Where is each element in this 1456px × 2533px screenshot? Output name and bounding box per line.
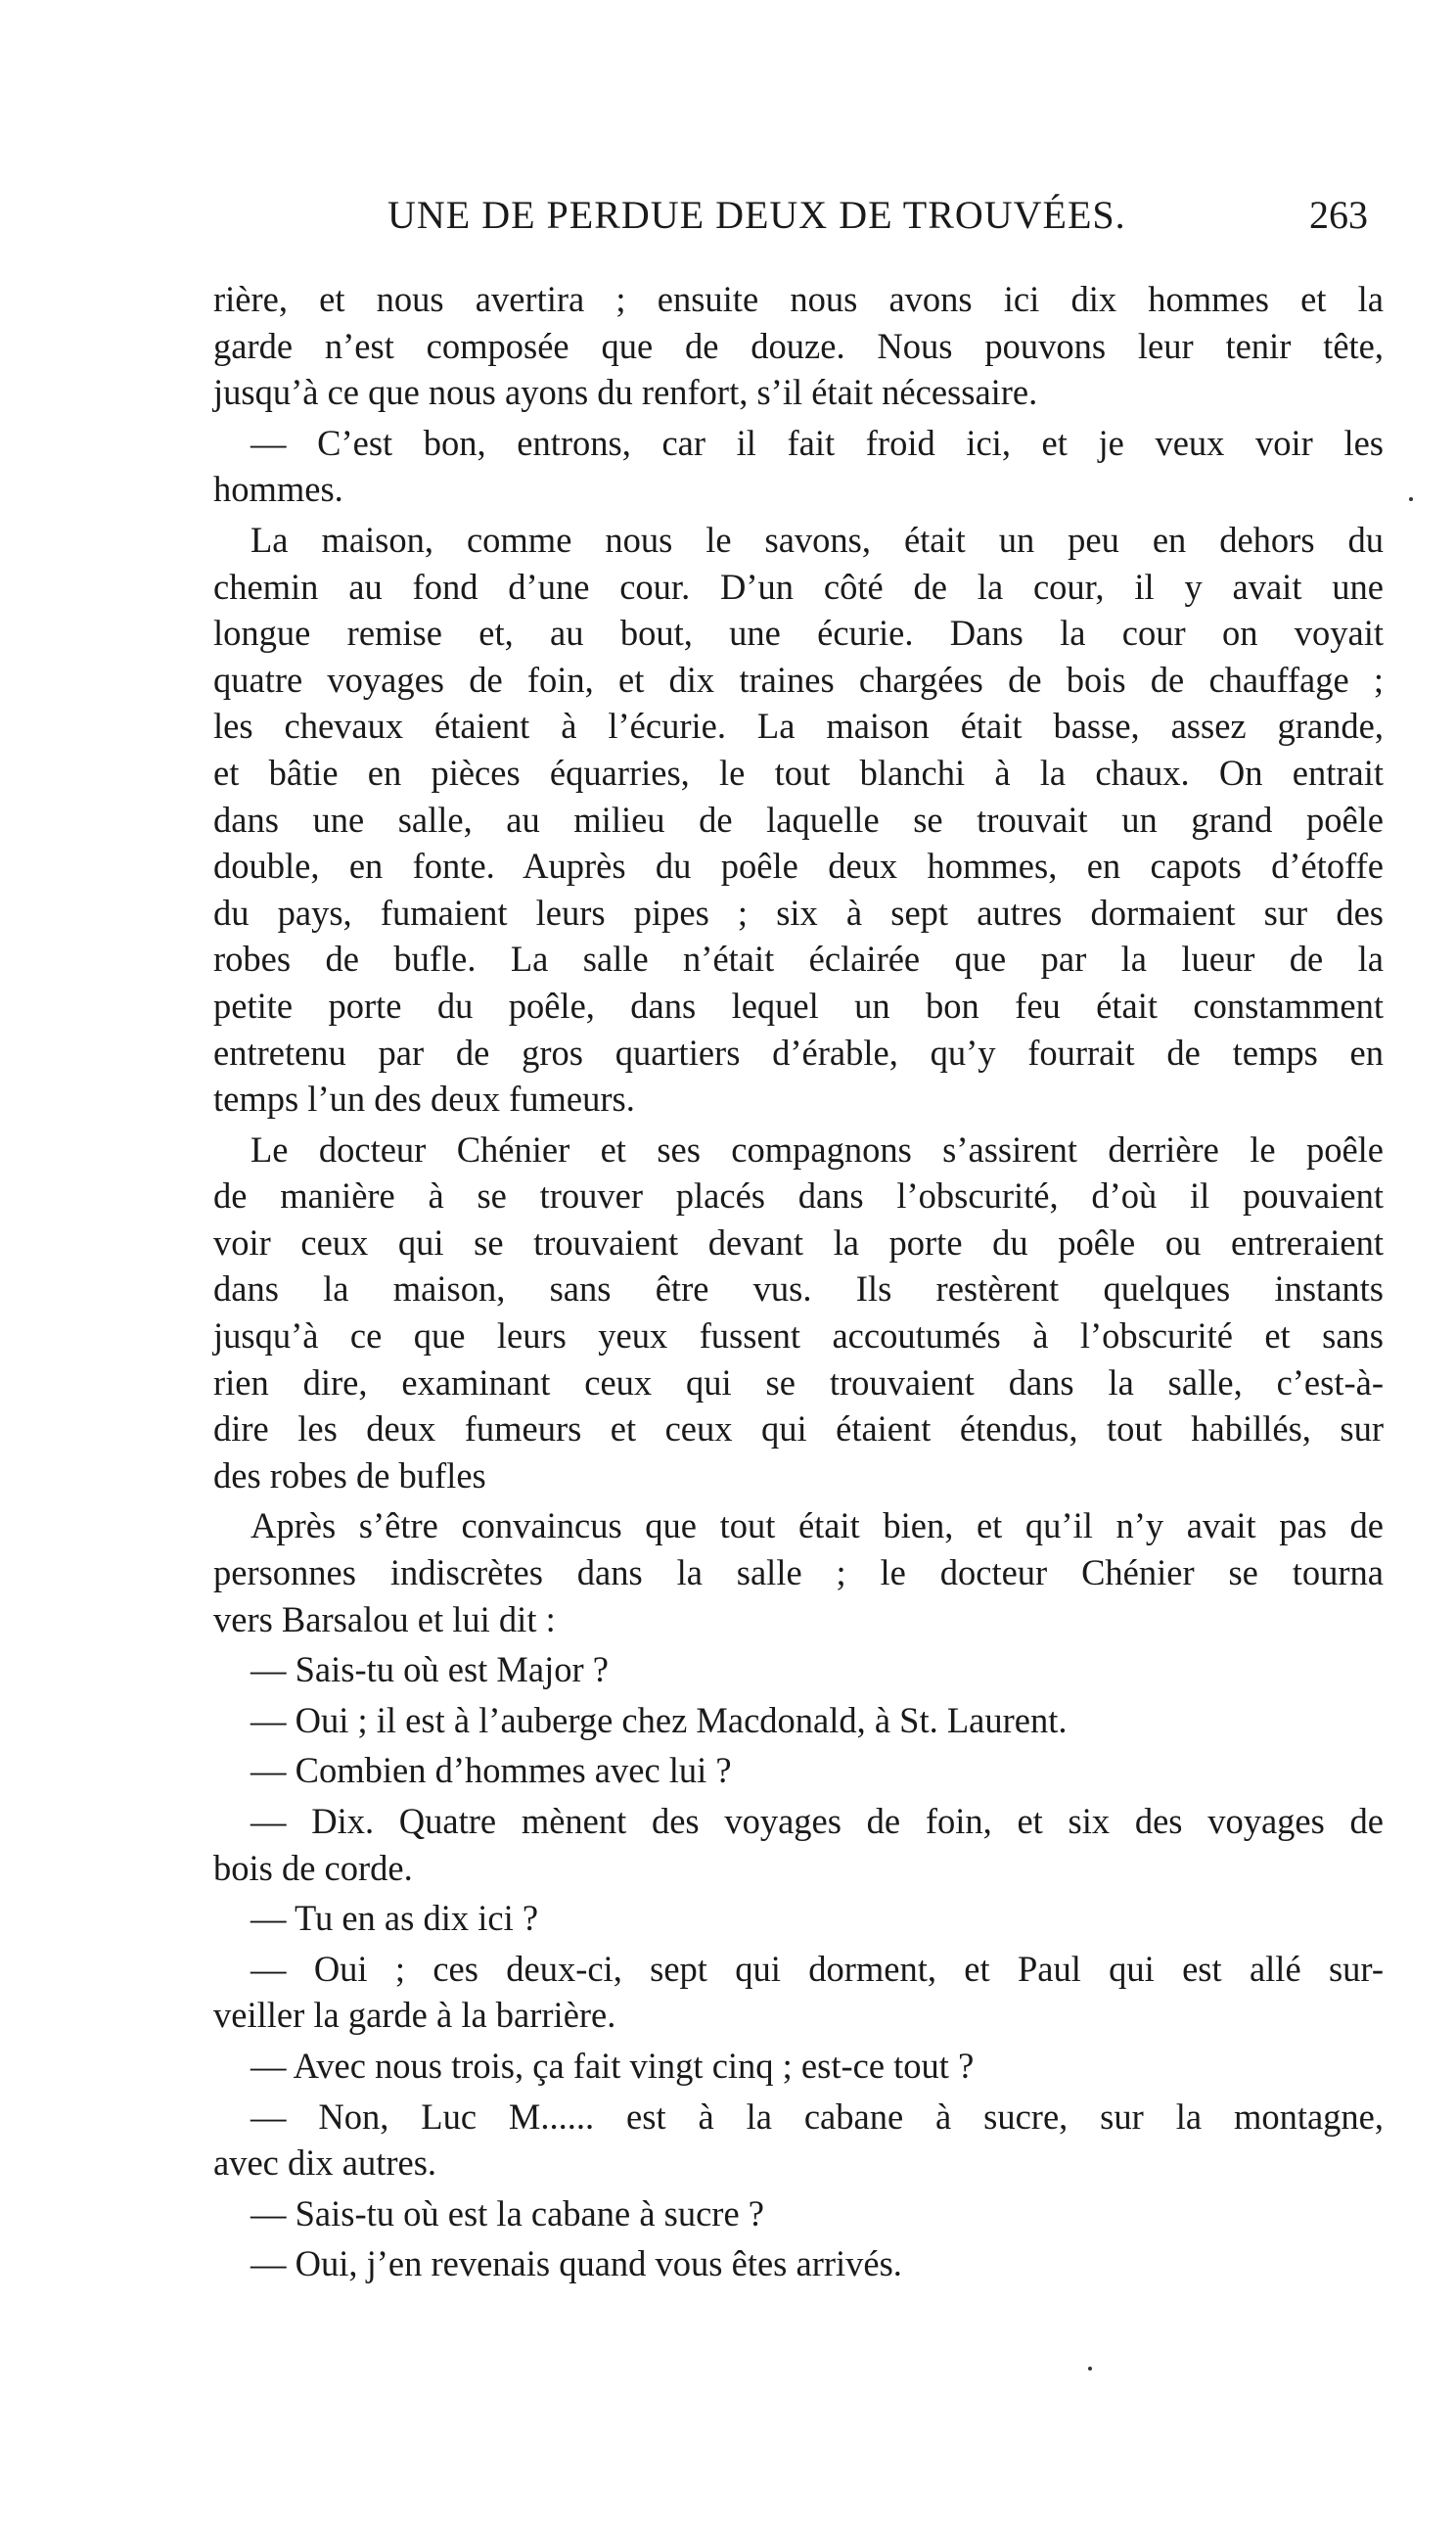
text-line: chemin au fond d’une cour. D’un côté de la cour, il y avait une <box>213 566 1384 607</box>
text-line: des robes de bufles <box>213 1454 486 1496</box>
text-line: vers Barsalou et lui dit : <box>213 1598 556 1639</box>
text-line: temps l’un des deux fumeurs. <box>213 1079 635 1120</box>
text-line: — C’est bon, entrons, car il fait froid ici, et je veux voir les <box>250 422 1384 463</box>
text-line: avec dix autres. <box>213 2142 437 2184</box>
running-title: UNE DE PERDUE DEUX DE TROUVÉES. <box>387 193 1126 237</box>
text-line: entretenu par de gros quartiers d’érable, qu’y fourrait de temps en <box>213 1032 1384 1073</box>
text-line: — Oui ; il est à l’auberge chez Macdonald, à St. Laurent. <box>250 1699 1068 1740</box>
text-line: dire les deux fumeurs et ceux qui étaient étendus, tout habillés, sur <box>213 1408 1384 1450</box>
speck-mark <box>1088 2367 1092 2371</box>
text-line: robes de bufle. La salle n’était éclairée que par la lueur de la <box>213 939 1384 980</box>
text-line: jusqu’à ce que nous ayons du renfort, s’il était nécessaire. <box>213 372 1038 413</box>
text-line: les chevaux étaient à l’écurie. La maison était basse, assez grande, <box>213 706 1384 747</box>
text-line: Le docteur Chénier et ses compagnons s’assirent derrière le poêle <box>250 1128 1384 1170</box>
text-line: — Oui, j’en revenais quand vous êtes arrivés. <box>250 2243 902 2284</box>
text-line: — Tu en as dix ici ? <box>250 1898 539 1939</box>
text-line: dans la maison, sans être vus. Ils restèrent quelques instants <box>213 1268 1384 1310</box>
text-line: double, en fonte. Auprès du poêle deux hommes, en capots d’étoffe <box>213 846 1384 887</box>
text-line: — Avec nous trois, ça fait vingt cinq ; est-ce tout ? <box>250 2045 975 2086</box>
text-line: — Sais-tu où est Major ? <box>250 1649 609 1690</box>
text-line: petite porte du poêle, dans lequel un bon feu était constamment <box>213 985 1384 1026</box>
text-line: de manière à se trouver placés dans l’obscurité, d’où il pouvaient <box>213 1175 1384 1217</box>
running-head <box>213 192 1397 247</box>
text-line: — Combien d’hommes avec lui ? <box>250 1750 732 1791</box>
text-line: jusqu’à ce que leurs yeux fussent accoutumés à l’obscurité et sans <box>213 1315 1384 1357</box>
text-line: voir ceux qui se trouvaient devant la porte du poêle ou entreraient <box>213 1221 1384 1263</box>
page-number: 263 <box>1309 193 1368 237</box>
text-line: dans une salle, au milieu de laquelle se trouvait un grand poêle <box>213 799 1384 840</box>
text-line: — Sais-tu où est la cabane à sucre ? <box>250 2192 764 2234</box>
text-line: bois de corde. <box>213 1847 413 1888</box>
text-line: du pays, fumaient leurs pipes ; six à sept autres dormaient sur des <box>213 892 1384 933</box>
text-line: longue remise et, au bout, une écurie. Dans la cour on voyait <box>213 613 1384 654</box>
body-text <box>213 276 1384 2287</box>
text-line: rière, et nous avertira ; ensuite nous avons ici dix hommes et la <box>213 279 1384 319</box>
text-line: — Non, Luc M...... est à la cabane à sucre, sur la montagne, <box>250 2095 1384 2137</box>
text-line: et bâtie en pièces équarries, le tout blanchi à la chaux. On entrait <box>213 752 1384 793</box>
text-line: quatre voyages de foin, et dix traines chargées de bois de chauffage ; <box>213 659 1384 700</box>
text-line: garde n’est composée que de douze. Nous pouvons leur tenir tête, <box>213 325 1384 366</box>
text-line: La maison, comme nous le savons, était un peu en dehors du <box>250 519 1384 560</box>
text-line: veiller la garde à la barrière. <box>213 1995 616 2036</box>
text-line: rien dire, examinant ceux qui se trouvaient dans la salle, c’est-à- <box>213 1361 1384 1403</box>
text-line: — Oui ; ces deux-ci, sept qui dorment, et Paul qui est allé sur- <box>250 1948 1384 1989</box>
speck-mark <box>1409 497 1413 501</box>
text-line: — Dix. Quatre mènent des voyages de foin, et six des voyages de <box>250 1801 1384 1841</box>
text-line: personnes indiscrètes dans la salle ; le docteur Chénier se tourna <box>213 1552 1384 1593</box>
text-line: Après s’être convaincus que tout était bien, et qu’il n’y avait pas de <box>250 1505 1384 1546</box>
text-line: hommes. <box>213 469 343 510</box>
